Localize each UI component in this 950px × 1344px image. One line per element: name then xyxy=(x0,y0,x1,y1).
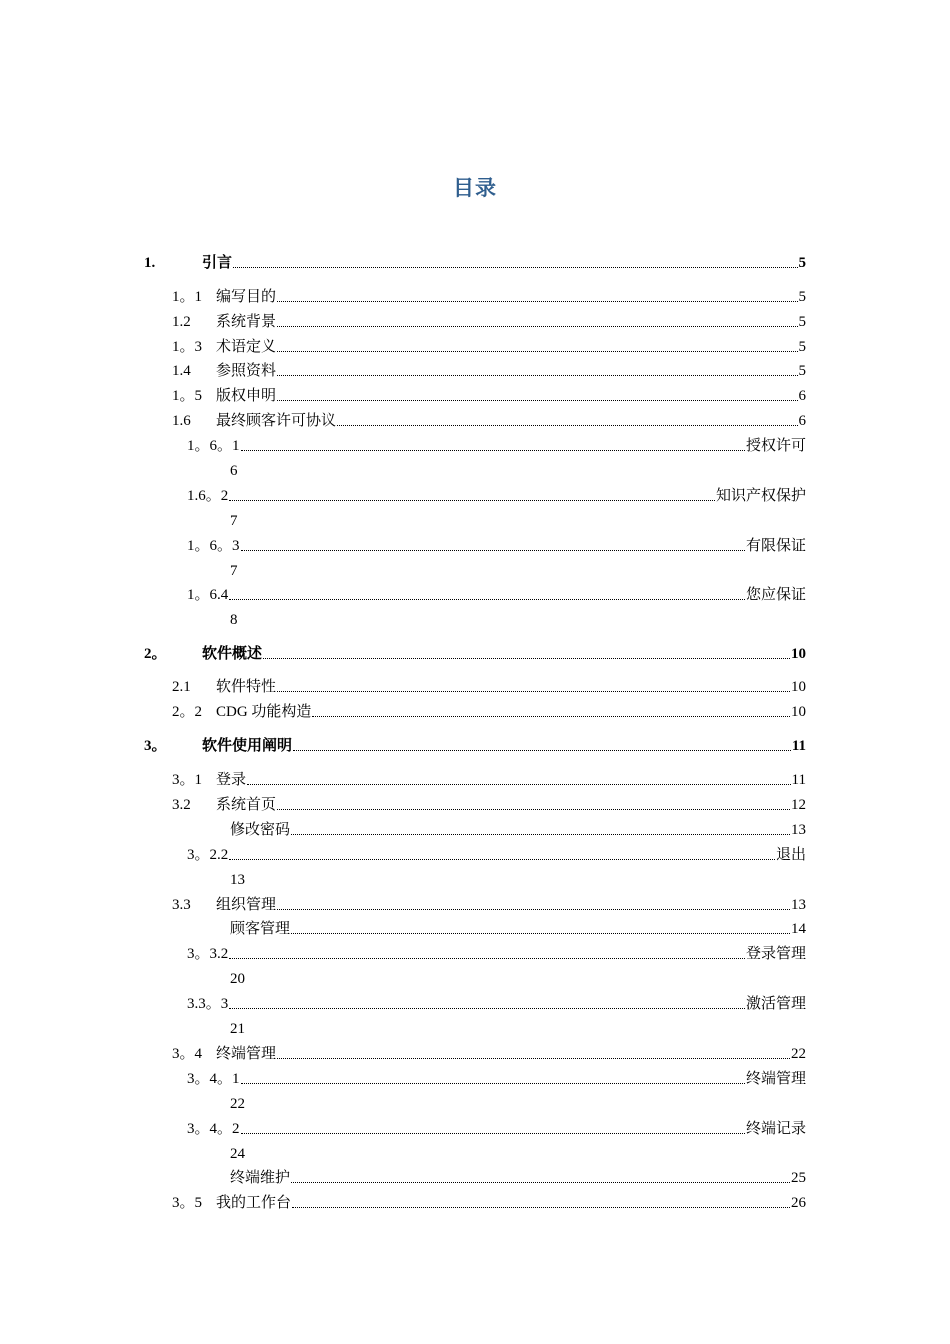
toc-entry[interactable] xyxy=(172,1044,806,1064)
toc-entry-label: 组织管理 xyxy=(216,897,277,913)
dot-leader xyxy=(293,750,791,751)
toc-entry-page: 26 xyxy=(791,1195,806,1211)
toc-entry[interactable] xyxy=(187,436,806,456)
dot-leader xyxy=(312,716,790,717)
toc-entry-label: 系统背景 xyxy=(216,314,277,330)
toc-entry-label: 参照资料 xyxy=(216,363,277,379)
toc-entry[interactable] xyxy=(230,820,806,840)
toc-entry-label: 您应保证 xyxy=(745,587,806,603)
toc-entry-number: 1。1 xyxy=(172,289,203,305)
toc-entry[interactable] xyxy=(172,795,806,815)
toc-entry-number: 1。6.4 xyxy=(187,587,229,603)
toc-entry-number: 1。3 xyxy=(172,339,203,355)
toc-entry-label: 顾客管理 xyxy=(230,921,291,937)
toc-entry-page: 25 xyxy=(791,1170,806,1186)
toc-entry[interactable] xyxy=(187,1119,806,1139)
toc-entry-label: 登录管理 xyxy=(745,946,806,962)
dot-leader xyxy=(291,1182,790,1183)
dot-leader xyxy=(277,691,790,692)
toc-entry-label: 软件使用阐明 xyxy=(202,738,293,754)
toc-entry-label: 有限保证 xyxy=(745,538,806,554)
toc-entry-label: 我的工作台 xyxy=(216,1195,292,1211)
toc-entry-number: 1。6。3 xyxy=(187,538,240,554)
toc-entry-number: 3.3 xyxy=(172,897,191,913)
toc-entry[interactable] xyxy=(172,1193,806,1213)
toc-entry[interactable] xyxy=(172,312,806,332)
toc-entry[interactable] xyxy=(172,337,806,357)
toc-entry-number: 2.1 xyxy=(172,679,191,695)
toc-entry-number: 3。4。2 xyxy=(187,1121,240,1137)
toc-entry-page: 5 xyxy=(798,289,806,305)
toc-entry[interactable] xyxy=(187,536,806,556)
toc-entry-page: 6 xyxy=(798,413,806,429)
dot-leader xyxy=(229,958,745,959)
toc-entry-label: 软件概述 xyxy=(202,646,263,662)
dot-leader xyxy=(263,658,790,659)
toc-entry-number: 3。4。1 xyxy=(187,1071,240,1087)
toc-entry[interactable] xyxy=(172,677,806,697)
toc-entry-page: 13 xyxy=(791,897,806,913)
toc-entry[interactable] xyxy=(230,1168,806,1188)
toc-entry-page: 8 xyxy=(230,612,238,628)
dot-leader xyxy=(277,809,790,810)
toc-entry-page: 11 xyxy=(791,738,806,754)
toc-entry-number: 1。5 xyxy=(172,388,203,404)
toc-entry-page: 12 xyxy=(791,797,806,813)
toc-entry[interactable] xyxy=(172,361,806,381)
toc-entry-label: 知识产权保护 xyxy=(715,488,806,504)
toc-entry-label: 术语定义 xyxy=(216,339,277,355)
toc-entry-number: 3。4 xyxy=(172,1046,203,1062)
toc-entry-label: 登录 xyxy=(216,772,247,788)
dot-leader xyxy=(247,784,791,785)
toc-entry-number: 1。6。1 xyxy=(187,438,240,454)
toc-entry-page: 10 xyxy=(791,646,806,662)
toc-entry-number: 1.2 xyxy=(172,314,191,330)
toc-entry-number: 3。2.2 xyxy=(187,847,229,863)
toc-entry[interactable] xyxy=(144,736,806,756)
toc-entry-page: 13 xyxy=(791,822,806,838)
dot-leader xyxy=(277,351,797,352)
toc-entry-page: 6 xyxy=(798,388,806,404)
toc-entry-page: 11 xyxy=(791,772,806,788)
dot-leader xyxy=(277,301,797,302)
toc-entry[interactable] xyxy=(187,585,806,605)
toc-entry-page: 13 xyxy=(230,872,245,888)
toc-entry-page: 5 xyxy=(798,255,806,271)
toc-entry-label: 授权许可 xyxy=(745,438,806,454)
toc-entry[interactable] xyxy=(230,919,806,939)
dot-leader xyxy=(291,933,790,934)
toc-entry-page: 7 xyxy=(230,513,238,529)
dot-leader xyxy=(277,400,797,401)
toc-entry-label: 编写目的 xyxy=(216,289,277,305)
toc-entry-number: 2。2 xyxy=(172,704,203,720)
dot-leader xyxy=(277,1058,790,1059)
toc-entry-label: 引言 xyxy=(202,255,233,271)
toc-entry-label: 终端管理 xyxy=(745,1071,806,1087)
toc-entry-number: 3。5 xyxy=(172,1195,203,1211)
toc-entry-label: 系统首页 xyxy=(216,797,277,813)
toc-entry[interactable] xyxy=(172,770,806,790)
toc-entry-number: 3。1 xyxy=(172,772,203,788)
dot-leader xyxy=(277,909,790,910)
toc-entry-page: 22 xyxy=(230,1096,245,1112)
toc-entry-page: 22 xyxy=(791,1046,806,1062)
toc-entry-label: 退出 xyxy=(775,847,806,863)
toc-entry-page: 7 xyxy=(230,563,238,579)
toc-entry[interactable] xyxy=(144,644,806,664)
toc-entry-page: 21 xyxy=(230,1021,245,1037)
toc-entry-page: 24 xyxy=(230,1146,245,1162)
toc-entry-label: 版权申明 xyxy=(216,388,277,404)
toc-entry-page: 10 xyxy=(791,704,806,720)
dot-leader xyxy=(233,267,797,268)
toc-entry-label: 最终顾客许可协议 xyxy=(216,413,337,429)
toc-entry-page: 10 xyxy=(791,679,806,695)
toc-entry[interactable] xyxy=(144,253,806,273)
dot-leader xyxy=(229,1008,745,1009)
toc-entry-number: 3。3.2 xyxy=(187,946,229,962)
toc-entry-page: 14 xyxy=(791,921,806,937)
toc-entry-label: 终端维护 xyxy=(230,1170,291,1186)
toc-entry-number: 1.4 xyxy=(172,363,191,379)
toc-entry[interactable] xyxy=(172,287,806,307)
dot-leader xyxy=(291,834,790,835)
toc-entry[interactable] xyxy=(172,895,806,915)
toc-entry-number: 2。 xyxy=(144,646,167,662)
toc-entry[interactable] xyxy=(187,994,806,1014)
dot-leader xyxy=(241,1133,745,1134)
toc-entry[interactable] xyxy=(172,386,806,406)
toc-entry[interactable] xyxy=(172,702,806,722)
toc-entry-label: 终端管理 xyxy=(216,1046,277,1062)
toc-entry-page: 5 xyxy=(798,339,806,355)
toc-entry-page: 5 xyxy=(798,363,806,379)
dot-leader xyxy=(277,326,797,327)
page-title: 目录 xyxy=(453,176,497,200)
dot-leader xyxy=(337,425,797,426)
toc-entry-label: 软件特性 xyxy=(216,679,277,695)
toc-entry-label: 终端记录 xyxy=(745,1121,806,1137)
toc-entry-number: 1.6 xyxy=(172,413,191,429)
toc-entry[interactable] xyxy=(187,486,806,506)
toc-entry-page: 20 xyxy=(230,971,245,987)
toc-entry-number: 3.2 xyxy=(172,797,191,813)
toc-entry-label: 激活管理 xyxy=(745,996,806,1012)
toc-entry-number: 3.3。3 xyxy=(187,996,229,1012)
dot-leader xyxy=(292,1207,790,1208)
toc-entry[interactable] xyxy=(187,845,806,865)
toc-entry-label: CDG 功能构造 xyxy=(216,704,312,720)
dot-leader xyxy=(229,599,745,600)
toc-entry-number: 3。 xyxy=(144,738,167,754)
toc-entry-number: 1.6。2 xyxy=(187,488,229,504)
toc-entry-page: 5 xyxy=(798,314,806,330)
dot-leader xyxy=(241,1083,745,1084)
toc-entry[interactable] xyxy=(172,411,806,431)
dot-leader xyxy=(241,450,745,451)
toc-entry-number: 1. xyxy=(144,255,156,271)
dot-leader xyxy=(229,500,715,501)
dot-leader xyxy=(277,375,797,376)
toc-entry-label: 修改密码 xyxy=(230,822,291,838)
toc-entry[interactable] xyxy=(187,944,806,964)
dot-leader xyxy=(229,859,775,860)
toc-entry-page: 6 xyxy=(230,463,238,479)
toc-entry[interactable] xyxy=(187,1069,806,1089)
dot-leader xyxy=(241,550,745,551)
